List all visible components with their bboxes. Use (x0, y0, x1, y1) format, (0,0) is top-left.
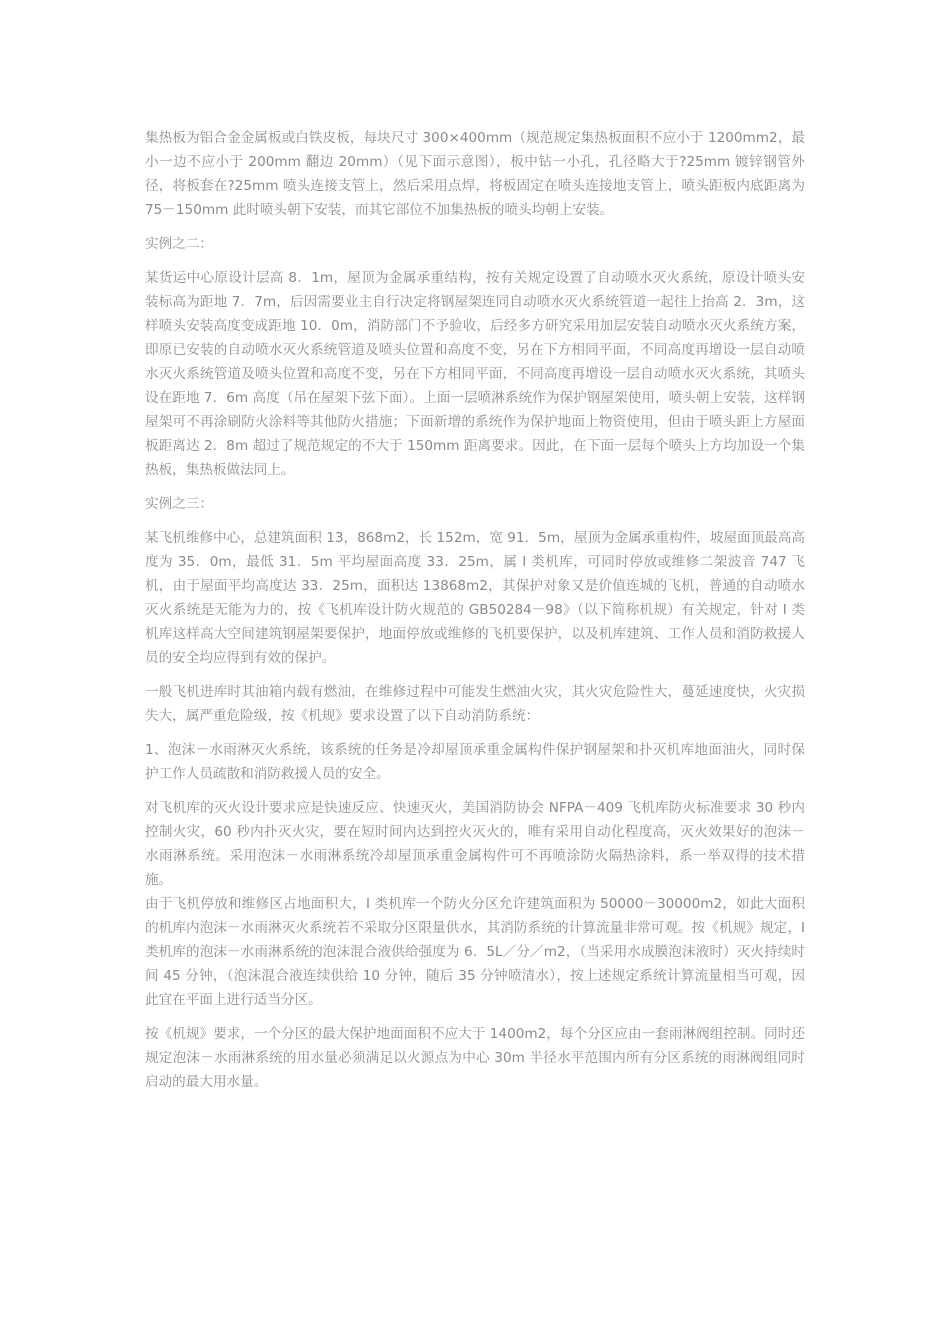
paragraph-aircraft-center: 某飞机维修中心，总建筑面积 13，868m2，长 152m，宽 91．5m，屋顶为金属承重构件，坡屋面顶最高高度为 35．0m，最低 31．5m 平均屋面高度 33．25m，属 I 类机库，可同时停放或维修二架波音 747 飞机，由于屋面平均高度达 33．25m，面积达 13868m2，其保护对象又是价值连城的飞机，普通的自动喷水灭火系统是无能为力的，按《飞机库设计防火规范的 GB50284－98》（以下简称机规）有关规定，针对 I 类机库这样高大空间建筑钢屋架要保护，地面停放或维修的飞机要保护，以及机库建筑、工作人员和消防救援人员的安全均应得到有效的保护。 (145, 530, 805, 666)
heading-example-three: 实例之三： (145, 496, 213, 512)
paragraph-heat-collector: 集热板为铝合金金属板或白铁皮板，每块尺寸 300×400mm（规范规定集热板面积不应小于 1200mm2，最小一边不应小于 200mm 翻边 20mm）（见下面示意图），板中钻一小孔，孔径略大于?25mm 镀锌钢管外径，将板套在?25mm 喷头连接支管上，然后采用点焊，将板固定在喷头连接地支管上，喷头距板内底距离为 75－150mm 此时喷头朝下安装，而其它部位不加集热板的喷头均朝上安装。 (145, 130, 805, 218)
paragraph-zoning: 由于飞机停放和维修区占地面积大，I 类机库一个防火分区允许建筑面积为 50000－30000m2，如此大面积的机库内泡沫－水雨淋灭火系统若不采取分区限量供水，其消防系统的计算流量非常可观。按《机规》规定，I 类机库的泡沫－水雨淋系统的泡沫混合液供给强度为 6．5L／分／m2，（当采用水成膜泡沫液时）灭火持续时间 45 分钟，（泡沫混合液连续供给 10 分钟，随后 35 分钟喷清水），按上述规定系统计算流量相当可观，因此宜在平面上进行适当分区。 (145, 896, 805, 1008)
document-body (145, 126, 805, 1104)
paragraph-cargo-center: 某货运中心原设计层高 8．1m，屋顶为金属承重结构，按有关规定设置了自动喷水灭火系统，原设计喷头安装标高为距地 7．7m，后因需要业主自行决定将钢屋架连同自动喷水灭火系统管道一起往上抬高 2．3m，这样喷头安装高度变成距地 10．0m，消防部门不予验收，后经多方研究采用加层安装自动喷水灭火系统方案，即原已安装的自动喷水灭火系统管道及喷头位置和高度不变，另在下方相同平面，不同高度再增设一层自动喷水灭火系统管道及喷头位置和高度不变，另在下方相同平面，不同高度再增设一层自动喷水灭火系统，其喷头设在距地 7．6m 高度（吊在屋架下弦下面）。上面一层喷淋系统作为保护钢屋架使用，喷头朝上安装，这样钢屋架可不再涂刷防火涂料等其他防火措施；下面新增的系统作为保护地面上物资使用，但由于喷头距上方屋面板距离达 2．8m 超过了规范规定的不大于 150mm 距离要求。因此，在下面一层每个喷头上方均加设一个集热板，集热板做法同上。 (145, 270, 805, 478)
paragraph-design-requirements: 对飞机库的灭火设计要求应是快速反应、快速灭火，美国消防协会 NFPA－409 飞机库防火标准要求 30 秒内控制火灾，60 秒内扑灭火灾，要在短时间内达到控火灭火的，唯有采用自动化程度高，灭火效果好的泡沫－水雨淋系统。采用泡沫－水雨淋系统冷却屋顶承重金属构件可不再喷涂防火隔热涂料，系一举双得的技术措施。 (145, 800, 805, 888)
paragraph-foam-system: 1、泡沫－水雨淋灭火系统，该系统的任务是冷却屋顶承重金属构件保护钢屋架和扑灭机库地面油火，同时保护工作人员疏散和消防救援人员的安全。 (145, 742, 805, 782)
paragraph-fuel-fire: 一般飞机进库时其油箱内载有燃油，在维修过程中可能发生燃油火灾，其火灾危险性大，蔓延速度快，火灾损失大，属严重危险级，按《机规》要求设置了以下自动消防系统： (145, 684, 805, 724)
paragraph-zone-area: 按《机规》要求，一个分区的最大保护地面面积不应大于 1400m2，每个分区应由一套雨淋阀组控制。同时还规定泡沫－水雨淋系统的用水量必须满足以火源点为中心 30m 半径水平范围内所有分区系统的雨淋阀组同时启动的最大用水量。 (145, 1026, 805, 1090)
heading-example-two: 实例之二： (145, 236, 213, 252)
